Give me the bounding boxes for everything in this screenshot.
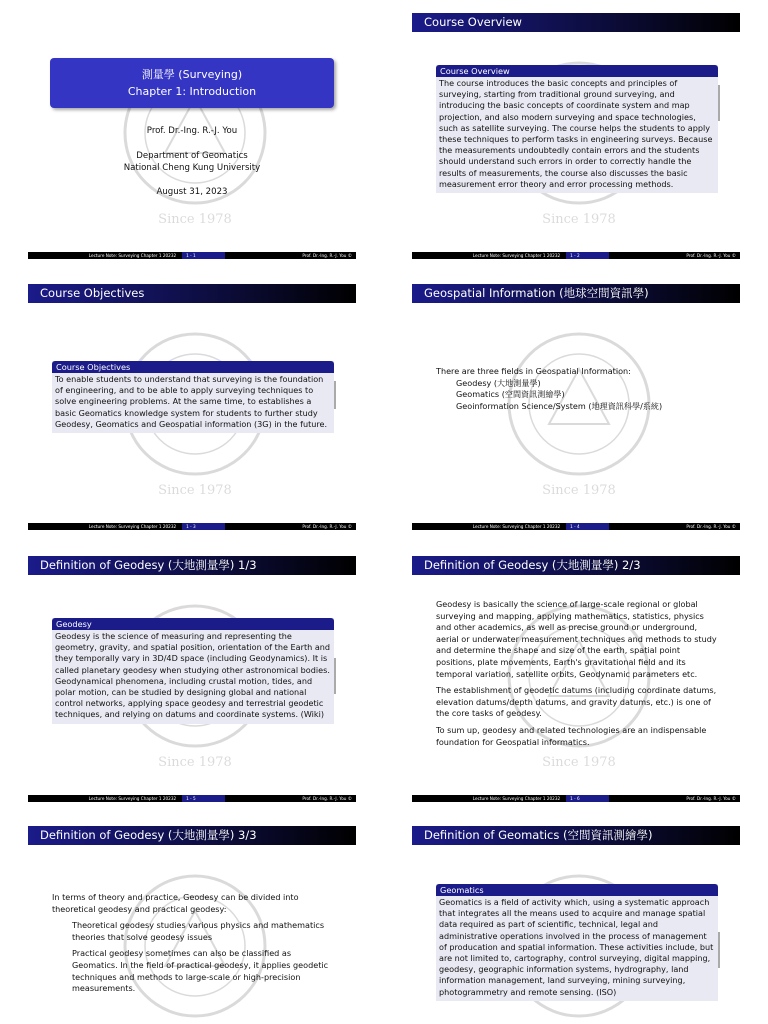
block-title: Course Objectives	[52, 361, 334, 373]
geodesy-paragraphs	[436, 599, 718, 753]
slide-footer	[412, 795, 740, 802]
slide-header: Definition of Geodesy (大地測量學) 1/3	[28, 556, 356, 575]
footer-left: Lecture Note: Surveying Chapter 1 20232	[28, 795, 182, 802]
footer-right: Prof. Dr.-Ing. R.-J. You ©	[609, 795, 740, 802]
block-body	[436, 77, 718, 193]
footer-right: Prof. Dr.-Ing. R.-J. You ©	[225, 252, 356, 259]
block-body	[436, 896, 718, 1001]
slide-6	[412, 556, 740, 802]
block-text: The course introduces the basic concepts and principles of surveying, starting from traditional ground surveying, and introducing the basic concepts of coordinate system and map projection, and also modern surveying and space technologies, such as satellite surveying. The course helps the students to apply these techniques to perform tasks in engineering surveys. Because the measurements undoubtedly contain errors and the students should understand such errors in order to correctly handle the results of measurements, the course also discusses the basic measurement error theory and error processing methods.	[439, 78, 713, 189]
scroll-indicator	[334, 381, 336, 409]
slide-header: Geospatial Information (地球空間資訊學)	[412, 284, 740, 303]
definition-block	[436, 65, 718, 193]
seal-since-text: Since 1978	[158, 483, 232, 498]
footer-page: 1 - 2	[566, 252, 609, 259]
list-item: Geodesy (大地測量學)	[456, 377, 541, 388]
title-line-2: Chapter 1: Introduction	[127, 85, 257, 98]
slide-footer	[412, 523, 740, 530]
block-text: Geodesy is the science of measuring and representing the geometry, gravity, and spatial position, orientation of the Earth and they temporally vary in 3D/4D space (including Geodynamics). It is called planetary geodesy when studying other astronomical bodies. Geodynamical phenomena, including crustal motion, tides, and polar motion, can be studied by designing global and national control networks, applying space geodesy and terrestrial geodetic techniques, and relying on datums and coordinate systems. (Wiki)	[55, 631, 331, 720]
slide-4	[412, 284, 740, 530]
footer-page: 1 - 5	[182, 795, 225, 802]
slide-header: Definition of Geodesy (大地測量學) 3/3	[28, 826, 356, 845]
paragraph: The establishment of geodetic datums (including coordinate datums, elevation datums/depth datums, and gravity datums, etc.) is one of the core tasks of geodesy.	[436, 685, 717, 719]
slide-2	[412, 13, 740, 259]
slide-footer	[28, 523, 356, 530]
fields-list	[436, 366, 718, 412]
slide-footer	[412, 252, 740, 259]
scroll-indicator	[718, 932, 720, 968]
block-text: To enable students to understand that surveying is the foundation of engineering, and to be able to apply surveying techniques to solve engineering problems. At the same time, to establishes a basic Geomatics knowledge system for students to further study Geodesy, Geomatics and Geospatial information (3G) in the future.	[55, 374, 328, 429]
slide-header: Course Overview	[412, 13, 740, 32]
block-text: Geomatics is a field of activity which, using a systematic approach that integrates all the means used to acquire and manage spatial data required as part of scientific, technical, legal and administrative operations involved in the process of management of producation and spatial information. These activities include, but are not limited to, cartography, control surveying, digital mapping, geodesy, geographic information systems, hydrography, land information management, land surveying, mining surveying, photogrammetry and remote sensing. (ISO)	[439, 897, 714, 997]
footer-page: 1 - 4	[566, 523, 609, 530]
author: Prof. Dr.-Ing. R.-J. You	[146, 126, 238, 136]
slide-7	[28, 826, 356, 1024]
geodesy-division	[52, 892, 334, 1000]
footer-left: Lecture Note: Surveying Chapter 1 20232	[28, 523, 182, 530]
block-title: Course Overview	[436, 65, 718, 77]
footer-left: Lecture Note: Surveying Chapter 1 20232	[28, 252, 182, 259]
paragraph: To sum up, geodesy and related technologies are an indispensable foundation for Geospatial informatics.	[436, 724, 707, 747]
title-line-1: 測量學 (Surveying)	[141, 68, 243, 81]
list-item: Practical geodesy sometimes can also be classified as Geomatics. In the field of practical geodesy, it applies geodetic techniques and methods to large-scale or high-precision measurements.	[72, 948, 329, 994]
geomatics-block	[436, 884, 718, 1001]
scroll-indicator	[718, 85, 720, 121]
paragraph: Geodesy is basically the science of large-scale regional or global surveying and mapping, applying mathematics, statistics, physics and other academics, as well as precise ground or underground, aerial or underwater measurement techniques and methods to study and determine the shape and size of the earth, spatial point positions, plate movements, Earth's gravitational field and its temporal variation, satellite orbits, Geodynamic parameters etc.	[436, 599, 717, 679]
slide-header: Course Objectives	[28, 284, 356, 303]
block-title: Geomatics	[436, 884, 718, 896]
slide-header: Definition of Geomatics (空間資訊測繪學)	[412, 826, 740, 845]
list-item: Geomatics (空間資訊測繪學)	[456, 389, 565, 400]
slide-1	[28, 13, 356, 259]
footer-right: Prof. Dr.-Ing. R.-J. You ©	[225, 523, 356, 530]
seal-since-text: Since 1978	[542, 755, 616, 770]
seal-since-text: Since 1978	[542, 483, 616, 498]
department: Department of Geomatics	[136, 151, 248, 161]
footer-left: Lecture Note: Surveying Chapter 1 20232	[412, 252, 566, 259]
footer-page: 1 - 3	[182, 523, 225, 530]
list-item: Theoretical geodesy studies various physics and mathematics theories that solve geodesy issues	[72, 920, 325, 942]
footer-right: Prof. Dr.-Ing. R.-J. You ©	[609, 252, 740, 259]
slide-footer	[28, 795, 356, 802]
slide-8	[412, 826, 740, 1024]
footer-right: Prof. Dr.-Ing. R.-J. You ©	[609, 523, 740, 530]
seal-since-text: Since 1978	[158, 212, 232, 227]
paragraph-intro: In terms of theory and practice, Geodesy can be divided into theoretical geodesy and practical geodesy:	[52, 892, 299, 914]
slide-footer	[28, 252, 356, 259]
university: National Cheng Kung University	[123, 163, 261, 173]
footer-left: Lecture Note: Surveying Chapter 1 20232	[412, 523, 566, 530]
footer-page: 1 - 6	[566, 795, 609, 802]
slide-5	[28, 556, 356, 802]
title-box	[50, 58, 334, 108]
block-body	[52, 630, 334, 724]
slide-3	[28, 284, 356, 530]
scroll-indicator	[334, 658, 336, 694]
geodesy-block	[52, 618, 334, 724]
block-body	[52, 373, 334, 433]
footer-left: Lecture Note: Surveying Chapter 1 20232	[412, 795, 566, 802]
footer-page: 1 - 1	[182, 252, 225, 259]
footer-right: Prof. Dr.-Ing. R.-J. You ©	[225, 795, 356, 802]
date: August 31, 2023	[156, 187, 228, 197]
block-title: Geodesy	[52, 618, 334, 630]
list-item: Geoinformation Science/System (地理資訊科學/系統)	[456, 400, 663, 411]
seal-since-text: Since 1978	[542, 212, 616, 227]
slide-header: Definition of Geodesy (大地測量學) 2/3	[412, 556, 740, 575]
list-intro: There are three fields in Geospatial Information:	[436, 366, 631, 376]
seal-since-text: Since 1978	[158, 755, 232, 770]
objectives-block	[52, 361, 334, 433]
